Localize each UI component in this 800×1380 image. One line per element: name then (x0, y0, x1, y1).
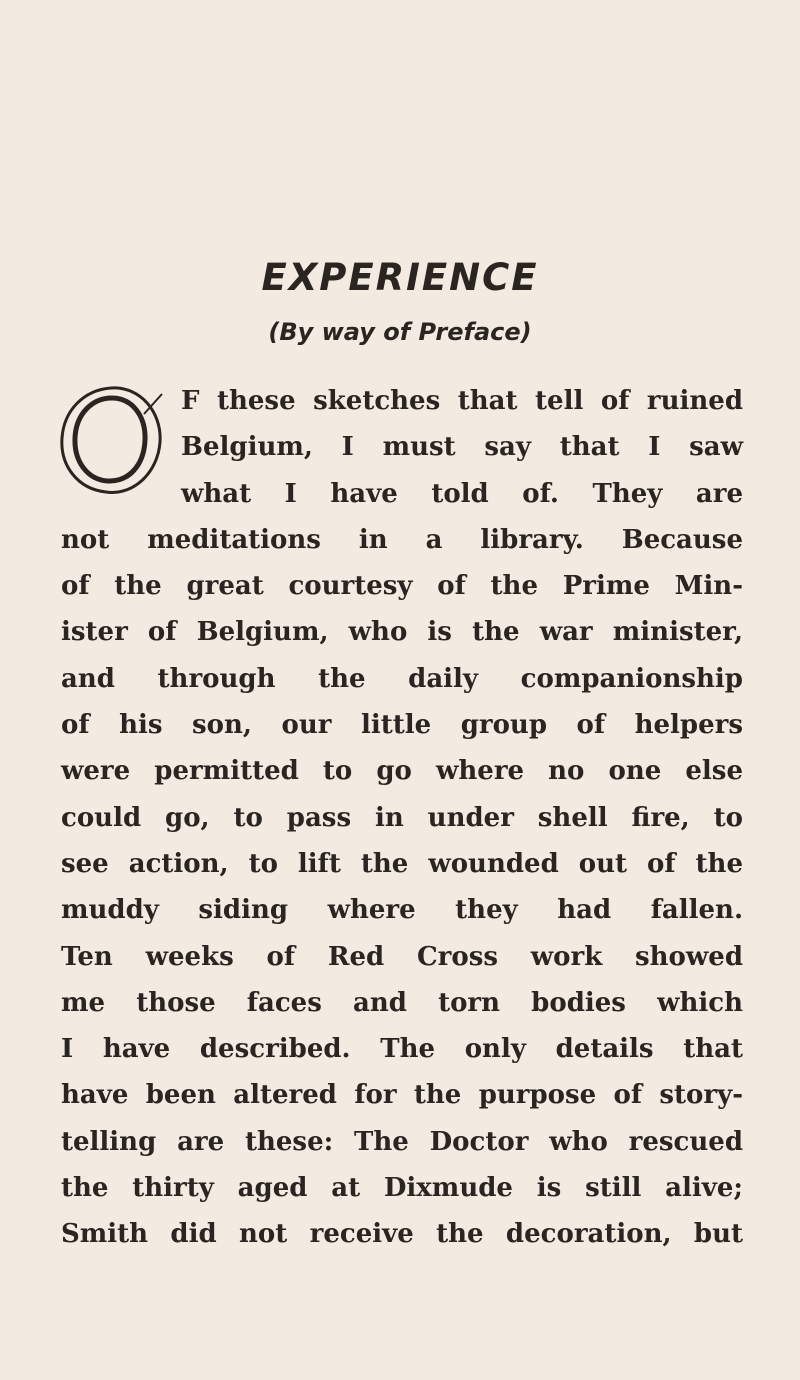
text-line: and through the daily companionship (61, 663, 743, 694)
text-line: the thirty aged at Dixmude is still alive; (61, 1173, 743, 1204)
text-line: ister of Belgium, who is the war minister, (61, 617, 743, 648)
text-line: me those faces and torn bodies which (61, 987, 743, 1018)
text-line: telling are these: The Doctor who rescued (61, 1126, 743, 1157)
text-line: of the great courtesy of the Prime Min- (61, 571, 743, 602)
text-line: what I have told of. They are (181, 478, 743, 509)
text-line: could go, to pass in under shell fire, to (61, 802, 743, 833)
text-line: have been altered for the purpose of story- (61, 1080, 743, 1111)
chapter-subheading: (By way of Preface) (268, 318, 532, 346)
text-line: not meditations in a library. Because (61, 524, 743, 555)
text-line: muddy siding where they had fallen. (61, 895, 743, 926)
text-line: I have described. The only details that (61, 1034, 743, 1065)
text-line: F these sketches that tell of ruined (181, 386, 743, 416)
text-line: were permitted to go where no one else (61, 756, 743, 787)
text-line: of his son, our little group of helpers (61, 710, 743, 741)
text-line: see action, to lift the wounded out of the (61, 848, 743, 879)
text-line: Ten weeks of Red Cross work showed (61, 941, 743, 972)
preface-body (61, 378, 743, 1258)
chapter-heading: EXPERIENCE (261, 256, 539, 299)
text-line: Smith did not receive the decoration, but (61, 1219, 743, 1250)
text-line: Belgium, I must say that I saw (181, 432, 743, 463)
